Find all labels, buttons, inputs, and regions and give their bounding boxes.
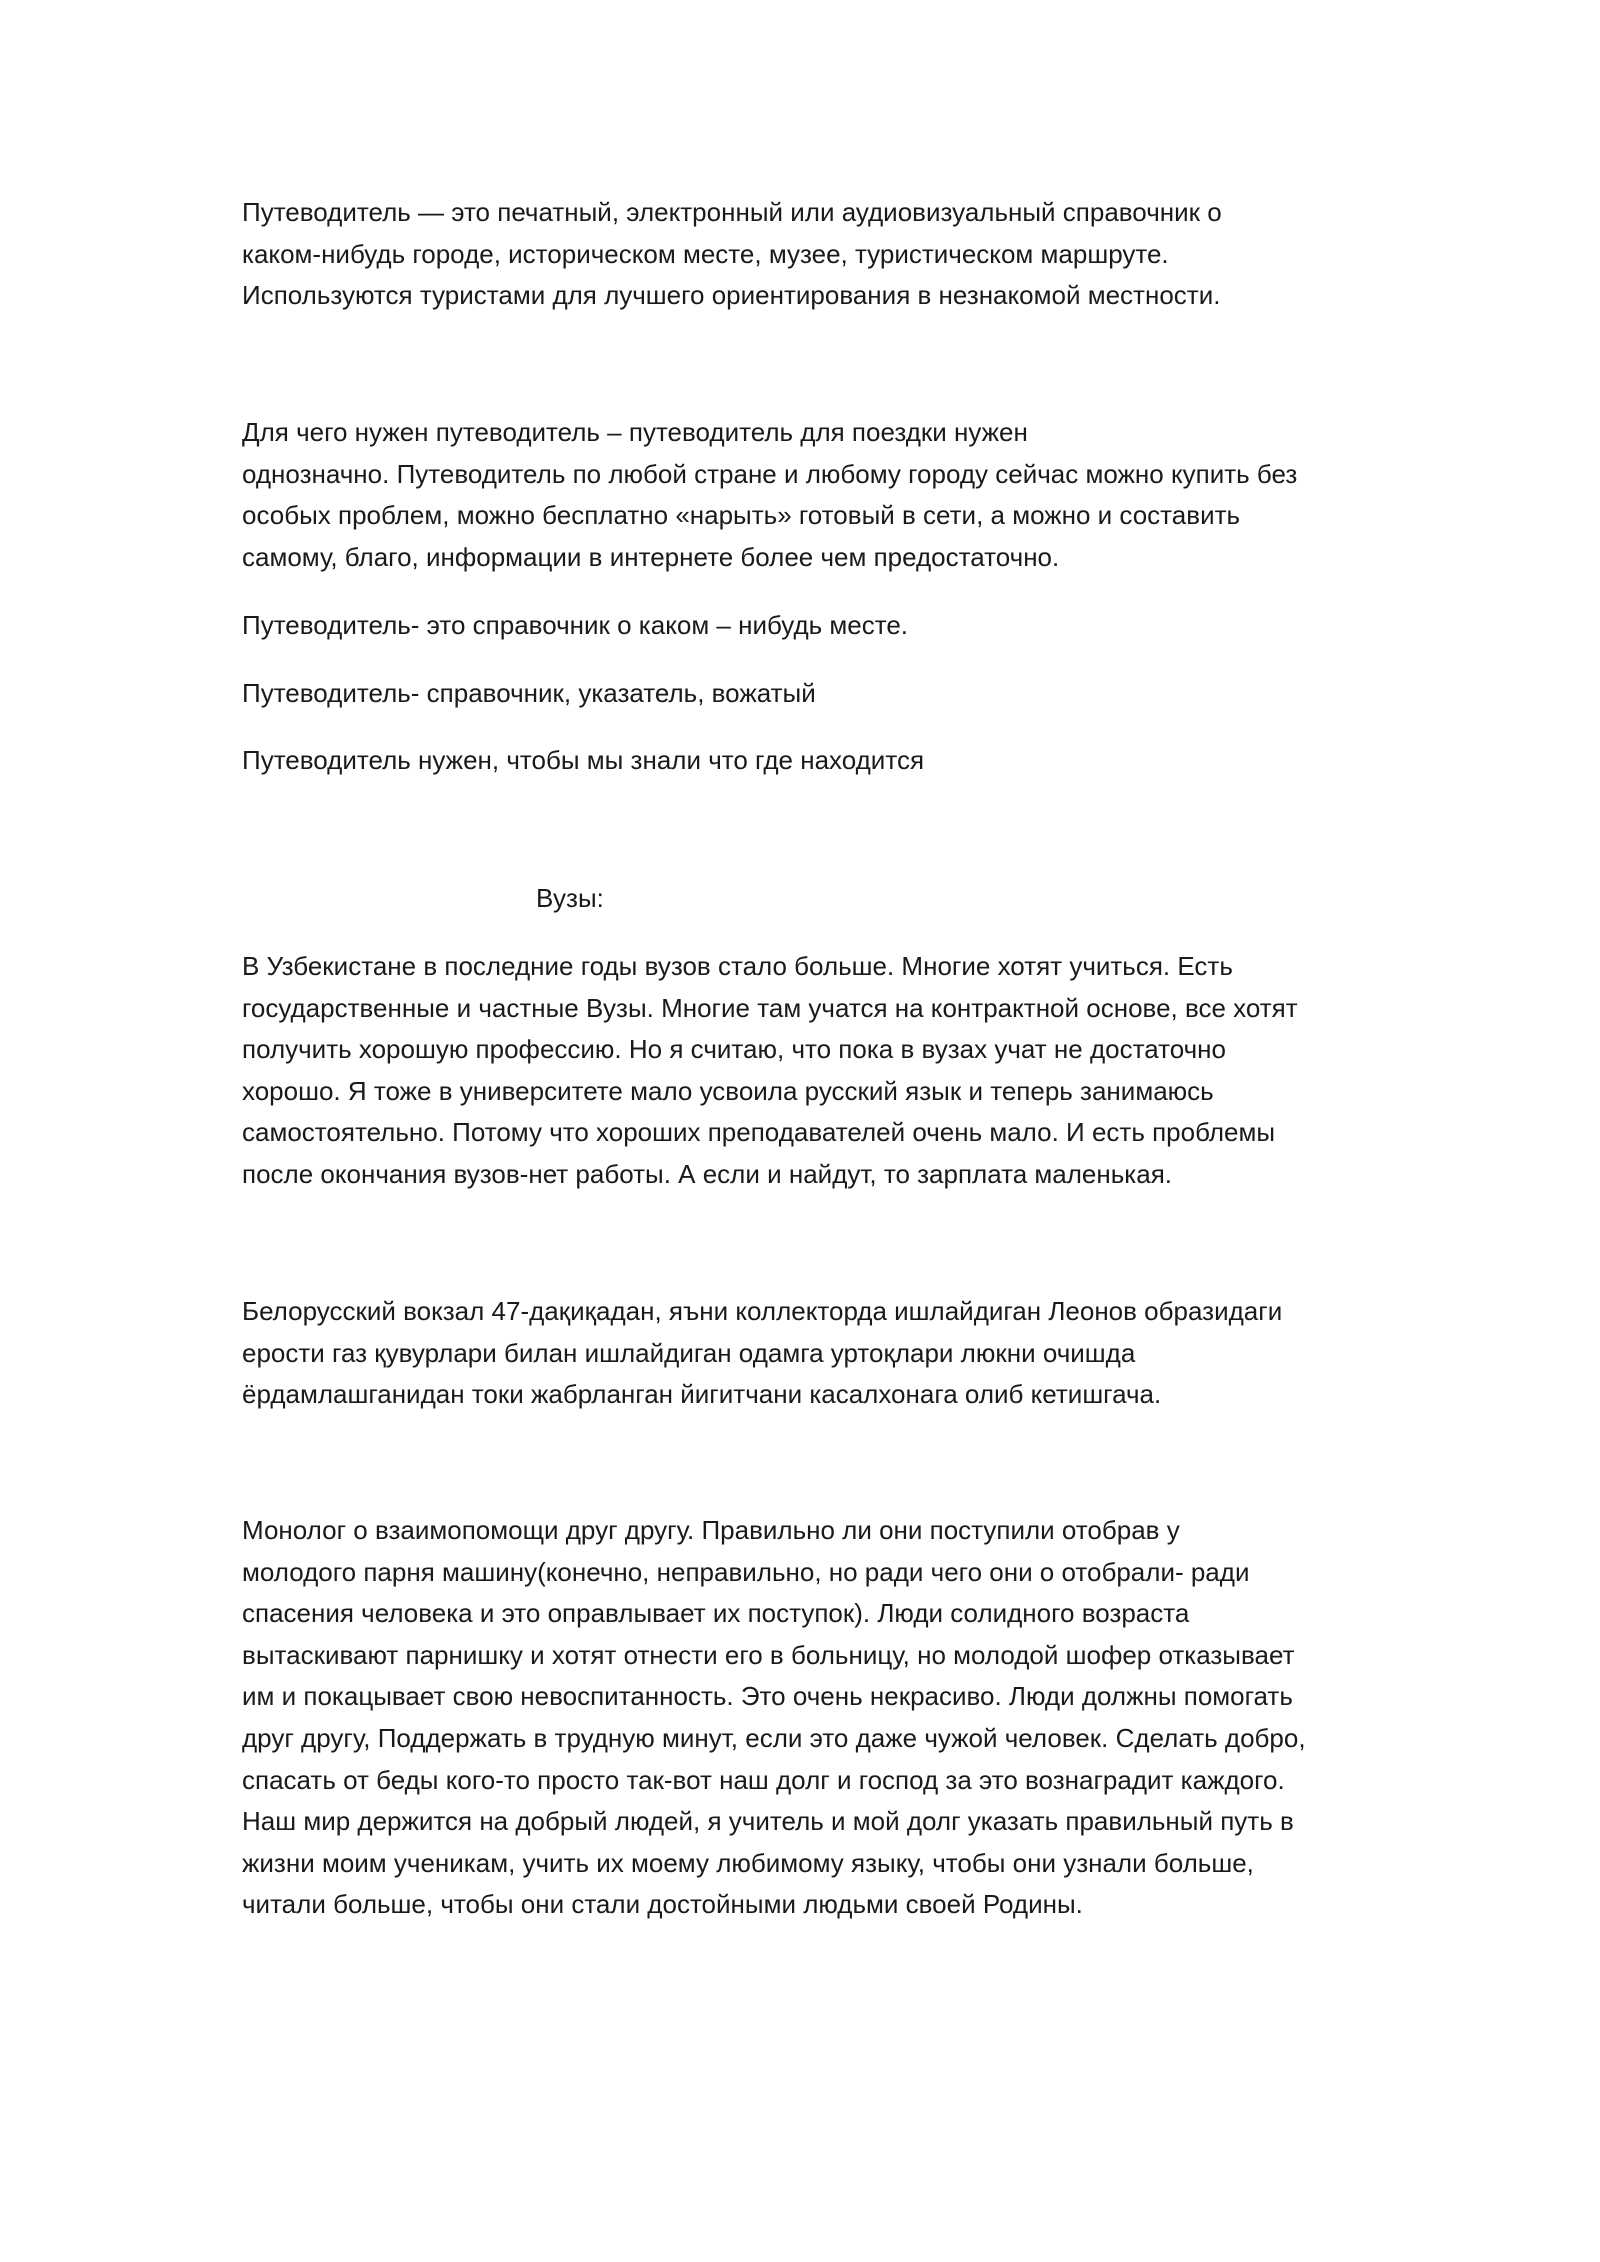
paragraph-guidebook-reference <box>242 605 1382 647</box>
text-line: самому, благо, информации в интернете более чем предостаточно. <box>242 541 1060 572</box>
text-line: Используются туристами для лучшего ориентирования в незнакомой местности. <box>242 280 1221 311</box>
text-line: молодого парня машину(конечно, неправильно, но ради чего они о отобрали- ради <box>242 1556 1250 1587</box>
text-line: Путеводитель- это справочник о каком – нибудь месте. <box>242 610 909 640</box>
paragraph-why-guidebook <box>242 412 1382 578</box>
text-line: каком-нибудь городе, историческом месте, музее, туристическом маршруте. <box>242 238 1169 269</box>
text-line: Белорусский вокзал 47-дақиқадан, яъни коллекторда ишлайдиган Леонов образидаги <box>242 1296 1283 1326</box>
text-line: хорошо. Я тоже в университете мало усвоила русский язык и теперь занимаюсь <box>242 1075 1214 1106</box>
paragraph-guidebook-synonyms <box>242 673 1382 715</box>
text-line: читали больше, чтобы они стали достойными людьми своей Родины. <box>242 1889 1083 1920</box>
text-line: однозначно. Путеводитель по любой стране и любому городу сейчас можно купить без <box>242 458 1298 489</box>
heading-universities: Вузы: <box>536 883 604 913</box>
text-line: Монолог о взаимопомощи друг другу. Правильно ли они поступили отобрав у <box>242 1515 1180 1545</box>
text-line: Путеводитель нужен, чтобы мы знали что где находится <box>242 745 925 775</box>
text-line: Наш мир держится на добрый людей, я учитель и мой долг указать правильный путь в <box>242 1806 1294 1837</box>
text-line: спасать от беды кого-то просто так-вот наш долг и господ за это вознаградит каждого. <box>242 1764 1285 1795</box>
paragraph-guidebook-definition <box>242 192 1382 317</box>
text-line: вытаскивают парнишку и хотят отнести его в больницу, но молодой шофер отказывает <box>242 1639 1295 1670</box>
text-line: жизни моим ученикам, учить их моему любимому языку, чтобы они узнали больше, <box>242 1847 1254 1878</box>
paragraph-guidebook-purpose <box>242 740 1382 782</box>
text-line: получить хорошую профессию. Но я считаю, что пока в вузах учат не достаточно <box>242 1034 1226 1065</box>
text-line: после окончания вузов-нет работы. А если и найдут, то зарплата маленькая. <box>242 1158 1172 1189</box>
text-line: ёрдамлашганидан токи жабрланган йигитчани касалхонага олиб кетишгача. <box>242 1379 1162 1410</box>
text-line: ерости газ қувурлари билан ишлайдиган одамга уртоқлари люкни очишда <box>242 1337 1136 1368</box>
text-line: особых проблем, можно бесплатно «нарыть» готовый в сети, а можно и составить <box>242 500 1241 531</box>
paragraph-monologue-mutual-help <box>242 1510 1382 1926</box>
text-line: Путеводитель — это печатный, электронный или аудиовизуальный справочник о <box>242 197 1222 227</box>
text-line: самостоятельно. Потому что хороших преподавателей очень мало. И есть проблемы <box>242 1117 1276 1148</box>
text-line: Для чего нужен путеводитель – путеводитель для поездки нужен <box>242 417 1028 447</box>
paragraph-universities <box>242 946 1382 1196</box>
paragraph-belorussky-station <box>242 1291 1382 1416</box>
text-line: друг другу, Поддержать в трудную минут, если это даже чужой человек. Сделать добро, <box>242 1722 1306 1753</box>
text-line: государственные и частные Вузы. Многие там учатся на контрактной основе, все хотят <box>242 992 1298 1023</box>
text-line: спасения человека и это оправлывает их поступок). Люди солидного возраста <box>242 1598 1190 1629</box>
text-line: В Узбекистане в последние годы вузов стало больше. Многие хотят учиться. Есть <box>242 951 1233 981</box>
text-line: Путеводитель- справочник, указатель, вожатый <box>242 678 816 708</box>
text-line: им и покацывает свою невоспитанность. Это очень некрасиво. Люди должны помогать <box>242 1681 1293 1712</box>
